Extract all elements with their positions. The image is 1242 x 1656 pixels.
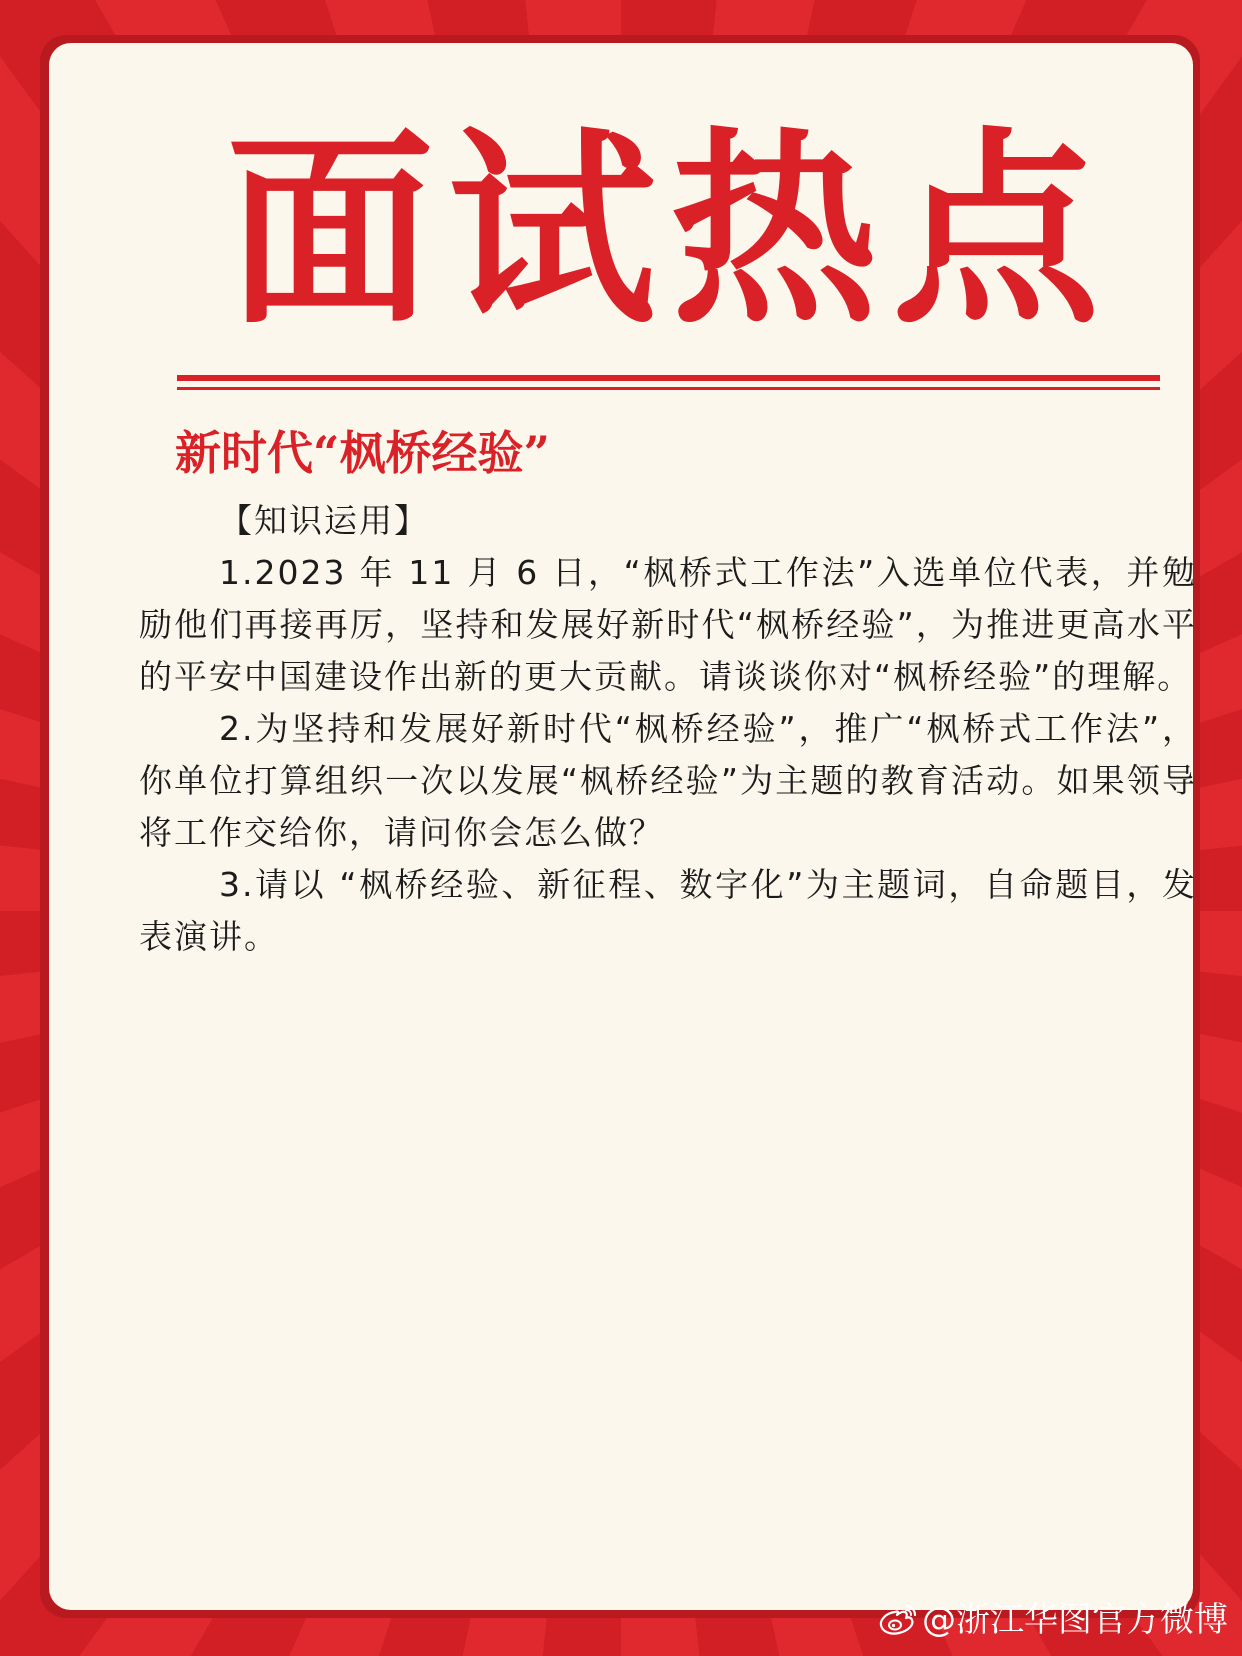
page-title: 面试热点 <box>226 109 1114 353</box>
section-label: 【知识运用】 <box>219 501 429 540</box>
watermark-text: @浙江华图官方微博 <box>922 1600 1228 1640</box>
question-item-3: 3.请以 “枫桥经验、新征程、数字化”为主题词，自命题目，发表演讲。 <box>139 865 1197 956</box>
watermark <box>878 1598 1228 1642</box>
title-divider-thick <box>177 375 1160 381</box>
question-item-2: 2.为坚持和发展好新时代“枫桥经验”，推广“枫桥式工作法”，你单位打算组织一次以发展“枫桥经验”为主题的教育活动。如果领导将工作交给你，请问你会怎么做？ <box>139 709 1197 852</box>
question-item-1: 1.2023 年 11 月 6 日，“枫桥式工作法”入选单位代表，并勉励他们再接再厉，坚持和发展好新时代“枫桥经验”，为推进更高水平的平安中国建设作出新的更大贡献。请谈谈你对“枫桥经验”的理解。 <box>139 553 1197 696</box>
question-list <box>139 495 1197 963</box>
content-card <box>49 43 1197 1610</box>
section-title: 新时代“枫桥经验” <box>175 426 550 480</box>
weibo-icon <box>878 1603 918 1637</box>
title-divider-thin <box>177 387 1160 390</box>
